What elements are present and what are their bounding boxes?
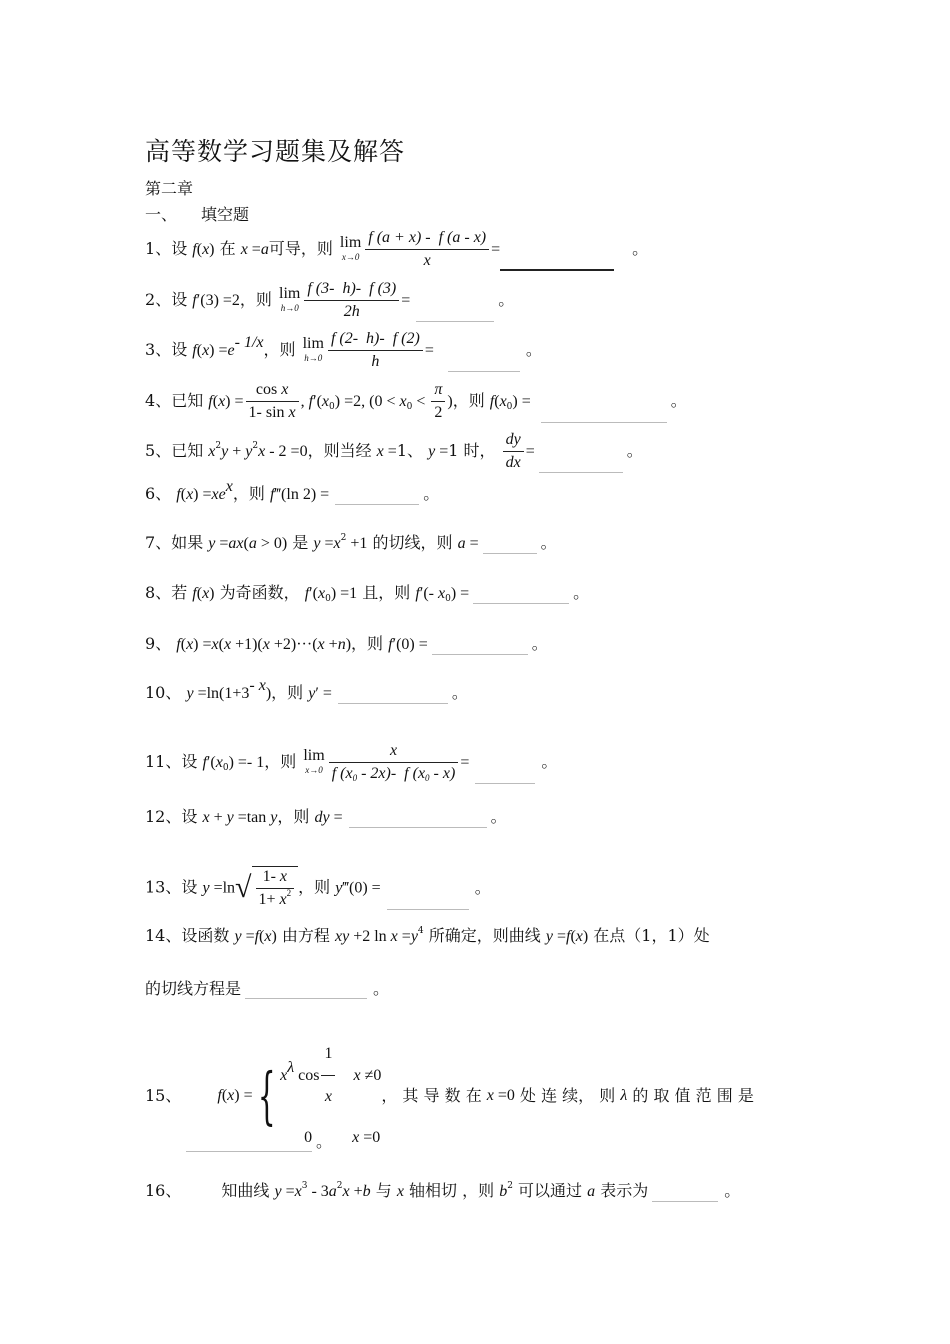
problem-12: 12、设 x + y =tan y，则 dy = 。 [145, 807, 507, 826]
problem-2: 2、设 f′(3) =2，则 lim h→0 $\frac{f (3- h)- f (3)}{2h}$ = 。 [145, 280, 515, 320]
answer-blank-15[interactable] [186, 1133, 312, 1152]
problem-13: 13、设 y =ln√ $\frac{1- x}{1+ x^2}$ ，则 y‴(0) = 。 [145, 868, 491, 908]
problem-1: 1、设 f(x) 在 x =a可导，则 lim x→0 $\frac{f (a + x) - f (a - x)}{x}$ = 。 [145, 229, 649, 269]
answer-blank-4[interactable] [541, 404, 667, 423]
problem-16: 16、 知曲线 $y =x^3 - 3a^2x +b$ 与 x 轴相切 ，则 $b^2$ 可以通过 a 表示为 。 [145, 1181, 741, 1200]
answer-blank-3[interactable] [448, 353, 520, 372]
answer-blank-6[interactable] [335, 486, 419, 505]
problem-4: 4、已知 f(x) = $\frac{\text{cos x}}{\text{1- sin x}}$ , $f'(x_0) =2$, ($0 < x_0$ < $\frac{\pi}{2}$ )，则 $f(x_0)$ = 。 [145, 381, 687, 421]
problem-14: 14、设函数 y =f(x) 由方程 xy +2 $\ln x =y^4$ 所确定，则曲线 y =f(x) 在点（1，1）处 [145, 926, 710, 945]
document-title: 高等数学习题集及解答 [145, 137, 406, 166]
answer-blank-9[interactable] [432, 636, 528, 655]
answer-blank-11[interactable] [475, 765, 535, 784]
answer-blank-8[interactable] [473, 585, 569, 604]
problem-3: 3、设 $f(x) =e^{- 1/x}$，则 lim h→0 $\frac{f (2- h)- f (2)}{h}$ = 。 [145, 330, 542, 370]
problem-5: 5、已知 $x^2y + y^2x - 2 =0$，则当经 x =1、 y =1 时， $\frac{dy}{dx}$ = 。 [145, 431, 643, 471]
problem-10: 10、 $y =\ln(1+3^{- x})$，则 y′ = 。 [145, 677, 468, 702]
problem-15-line-2: 。 [186, 1132, 332, 1152]
answer-blank-12[interactable] [349, 809, 487, 828]
problem-9: 9、 f(x) =x(x +1)(x +2)···(x +n)，则 f′(0) = 。 [145, 634, 548, 653]
answer-blank-2[interactable] [416, 303, 494, 322]
answer-blank-10[interactable] [338, 685, 448, 704]
problem-6: 6、 $f(x) =xe^x$，则 f‴(ln 2) = 。 [145, 478, 440, 503]
section-heading [145, 202, 249, 225]
section-label: 填空题 [201, 205, 250, 224]
answer-blank-1[interactable] [500, 251, 614, 271]
problem-15: 15、 f(x) ={ $x^\lambda$ cos $\frac{1}{x}$ x ≠0 0 x =0 ， 其 导 数 在 x =0 处 连 续， 则 λ 的 取 值 范 围 是 [145, 1034, 754, 1114]
problem-7: 7、如果 y =ax(a > 0) 是 $y =x^2 +1$ 的切线，则 a = 。 [145, 533, 557, 552]
answer-blank-14[interactable] [245, 980, 367, 999]
chapter-heading: 第二章 [145, 179, 194, 198]
answer-blank-7[interactable] [483, 535, 537, 554]
problem-8: 8、若 f(x) 为奇函数， $f'(x_0) =1$ 且，则 f′(- $x_0$) = 。 [145, 583, 590, 604]
section-number: 一、 [145, 205, 178, 224]
answer-blank-13[interactable] [387, 891, 469, 910]
answer-blank-5[interactable] [539, 454, 623, 473]
problem-14-line-2: 的切线方程是 。 [145, 979, 390, 998]
answer-blank-16[interactable] [652, 1183, 718, 1202]
problem-11: 11、设 $f'(x_0) =- 1$，则 lim x→0 $\frac{x}{f (x_0 - 2x)- f (x_0 - x)}$ = 。 [145, 742, 558, 783]
